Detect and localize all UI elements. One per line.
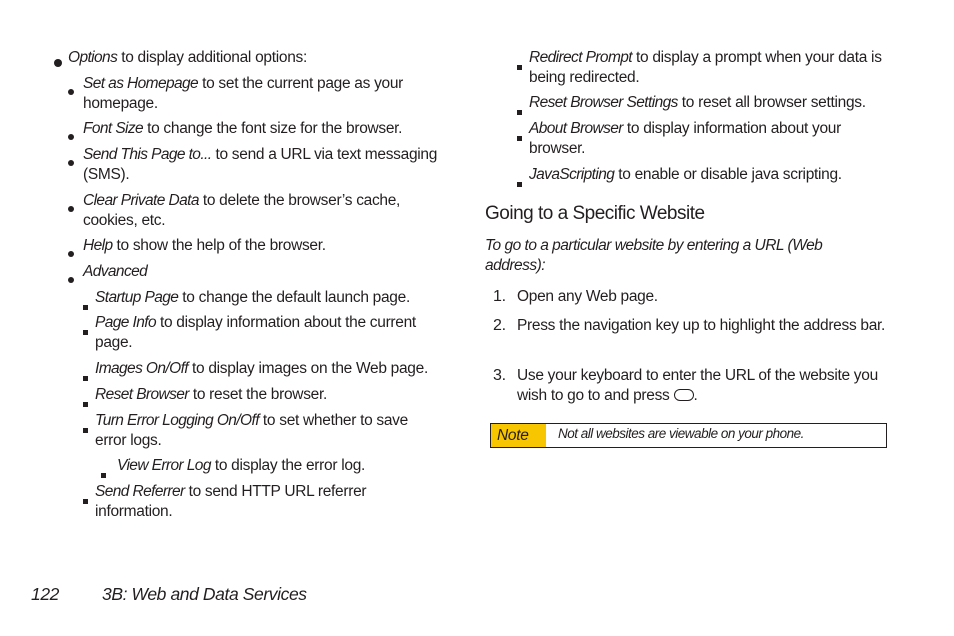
- bullet-icon: [68, 160, 74, 166]
- square-bullet-icon: [83, 402, 88, 407]
- list-item-reset-browser: Reset Browser to reset the browser.: [95, 385, 465, 405]
- note-text: Not all websites are viewable on your phone.: [558, 426, 804, 441]
- menu-key-icon: [674, 389, 694, 401]
- note-label: Note: [491, 424, 546, 447]
- square-bullet-icon: [517, 110, 522, 115]
- list-item-font-size: Font Size to change the font size for the browser.: [83, 119, 463, 139]
- note-box: [490, 423, 887, 448]
- step-2: 2. Press the navigation key up to highlight the address bar.: [493, 317, 886, 334]
- list-item-set-homepage: Set as Homepage to set the current page as your homepage.: [83, 74, 453, 114]
- square-bullet-icon: [101, 473, 106, 478]
- list-item-help: Help to show the help of the browser.: [83, 236, 453, 256]
- section-heading: Going to a Specific Website: [485, 203, 705, 224]
- list-item-javascripting: JavaScripting to enable or disable java scripting.: [529, 165, 894, 185]
- square-bullet-icon: [517, 65, 522, 70]
- list-item-about-browser: About Browser to display information about your browser.: [529, 119, 884, 159]
- list-item-clear-private-data: Clear Private Data to delete the browser’s cache, cookies, etc.: [83, 191, 448, 231]
- bullet-icon: [54, 59, 62, 67]
- bullet-icon: [68, 89, 74, 95]
- bullet-icon: [68, 277, 74, 283]
- section-intro: To go to a particular website by entering a URL (Web address):: [485, 237, 823, 274]
- square-bullet-icon: [83, 428, 88, 433]
- square-bullet-icon: [517, 136, 522, 141]
- list-item-images: Images On/Off to display images on the Web page.: [95, 359, 465, 379]
- step-3: 3. Use your keyboard to enter the URL of the website you wish to go to and press .: [493, 367, 878, 404]
- list-item-send-referrer: Send Referrer to send HTTP URL referrer information.: [95, 482, 395, 522]
- step-1: 1. Open any Web page.: [493, 288, 658, 305]
- list-item-advanced: Advanced: [83, 262, 453, 282]
- chapter-title: 3B: Web and Data Services: [102, 584, 307, 604]
- list-item-startup-page: Startup Page to change the default launch page.: [95, 288, 465, 308]
- list-item-reset-browser-settings: Reset Browser Settings to reset all browser settings.: [529, 93, 899, 113]
- page-number: 122: [31, 584, 59, 604]
- list-item-send-page: Send This Page to... to send a URL via text messaging (SMS).: [83, 145, 461, 185]
- square-bullet-icon: [83, 376, 88, 381]
- bullet-icon: [68, 134, 74, 140]
- list-item-view-error-log: View Error Log to display the error log.: [117, 456, 457, 476]
- square-bullet-icon: [517, 182, 522, 187]
- bullet-icon: [68, 251, 74, 257]
- square-bullet-icon: [83, 305, 88, 310]
- list-item-error-logging: Turn Error Logging On/Off to set whether to save error logs.: [95, 411, 440, 451]
- square-bullet-icon: [83, 330, 88, 335]
- bullet-icon: [68, 206, 74, 212]
- list-item-redirect-prompt: Redirect Prompt to display a prompt when your data is being redirected.: [529, 48, 884, 88]
- square-bullet-icon: [83, 499, 88, 504]
- list-item-page-info: Page Info to display information about the current page.: [95, 313, 455, 353]
- list-item-options: Options to display additional options:: [68, 48, 463, 68]
